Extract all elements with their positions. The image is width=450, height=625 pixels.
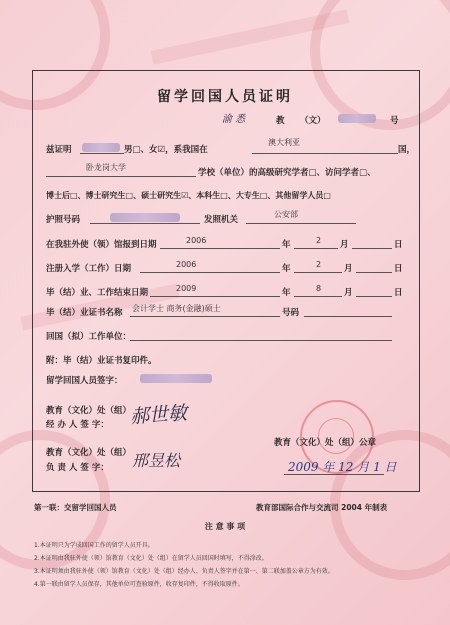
name-underline	[80, 153, 124, 154]
label-passport: 护照号码	[46, 215, 81, 225]
date-underline	[284, 474, 384, 475]
label-attachment: 附：毕（结）业证书复印件。	[46, 356, 157, 366]
handwritten-head-signature: 邢昱松	[132, 451, 181, 470]
label-return-employer: 回国（拟）工作单位：	[46, 332, 132, 342]
cert-name-value: 会计学士 商务(金融)硕士	[132, 304, 221, 313]
enroll-month: 2	[316, 260, 322, 269]
degree-type-line2: 博士后□、博士研究生□、硕士研究生☑、本科生□、大专生□、其他留学人员□	[46, 191, 331, 200]
label-head-dept: 教育（文化）处（组）	[46, 448, 132, 458]
note-item: 2.本证明由我驻外使（领）馆教育（文化）处（组）在留学人员回国时填写，不得涂改。	[34, 555, 268, 562]
enroll-month-line	[294, 272, 342, 273]
enroll-year: 2006	[176, 260, 197, 269]
graduate-month-line	[294, 296, 342, 297]
report-year-line	[160, 248, 280, 249]
report-month: 2	[316, 236, 322, 245]
cert-number-underline	[304, 316, 392, 317]
handwritten-officer-signature: 郝世敏	[129, 402, 188, 428]
issuer-value: 公安部	[274, 210, 298, 219]
label-officer-signature: 经 办 人 签 字：	[46, 420, 109, 430]
label-returnee-signature: 留学回国人员签字：	[46, 376, 123, 386]
copy-label: 第一联：交留学回国人员	[34, 503, 117, 512]
country-underline	[252, 153, 398, 154]
label-day: 日	[394, 264, 403, 274]
note-item: 4.第一联由留学人员保存，其他单位可查验原件，收存复印件，不得收取原件。	[34, 581, 244, 588]
school-value: 卧龙岗大学	[86, 163, 126, 172]
label-month: 月	[344, 264, 353, 274]
notes-title: 注 意 事 项	[204, 522, 246, 531]
gender-options: 男□、女☑，系我国在	[124, 145, 208, 155]
label-year: 年	[282, 240, 291, 250]
label-officer-dept: 教育（文化）处（组）	[46, 406, 132, 416]
label-guo: 国，	[398, 145, 416, 155]
graduate-day-line	[356, 296, 392, 297]
redacted-number	[338, 114, 376, 123]
report-month-line	[294, 248, 338, 249]
label-year: 年	[282, 264, 291, 274]
report-day-line	[352, 248, 392, 249]
note-item: 3.本证明须由我驻外使（领）馆教育（文化）处（组）经办人、负责人签字并在第一、第二联加盖公章方为有效。	[34, 568, 334, 575]
note-item: 1.本证明只为学成回国工作的留学人员开具。	[34, 542, 154, 549]
label-hao: 号	[390, 116, 399, 126]
employer-underline	[130, 340, 392, 341]
label-day: 日	[394, 240, 403, 250]
school-underline	[46, 176, 196, 177]
label-certify: 兹证明	[46, 145, 72, 155]
handwritten-date: 2009 年 12 月 1 日	[288, 460, 397, 474]
label-issuer: 发照机关	[204, 215, 239, 225]
handwritten-prefix: 渝 悉	[222, 114, 246, 125]
label-cert-number: 号码	[282, 308, 300, 318]
label-wen: （文）	[300, 116, 326, 126]
redacted-signature	[140, 374, 212, 383]
issuer-label: 教育部国际合作与交流司 2004 年制表	[256, 503, 388, 512]
label-graduate-date: 毕（结）业、工作结束日期	[46, 288, 149, 298]
label-cert-name: 毕（结）业证书名称	[46, 308, 123, 318]
graduate-year: 2009	[176, 284, 197, 293]
cert-name-underline	[130, 316, 280, 317]
label-enroll-date: 注册入学（工作）日期	[46, 264, 132, 274]
label-month: 月	[340, 240, 349, 250]
passport-underline	[90, 223, 200, 224]
redacted-passport	[110, 213, 180, 222]
degree-type-line1: 学校（单位）的高级研究学者□、访问学者□、	[198, 168, 376, 178]
report-year: 2006	[186, 236, 207, 245]
label-day: 日	[394, 288, 403, 298]
label-head-signature: 负 责 人 签 字：	[46, 463, 109, 473]
graduate-year-line	[150, 296, 280, 297]
label-month: 月	[344, 288, 353, 298]
country-value: 澳大利亚	[268, 138, 300, 147]
issuer-underline	[246, 223, 356, 224]
label-year: 年	[282, 288, 291, 298]
enroll-day-line	[356, 272, 392, 273]
graduate-month: 8	[316, 284, 322, 293]
label-jiao: 教	[276, 116, 285, 126]
enroll-year-line	[140, 272, 280, 273]
page-title: 留学回国人员证明	[157, 89, 293, 105]
label-report-date: 在我驻外使（领）馆报到日期	[46, 240, 157, 250]
redacted-name	[82, 143, 120, 152]
label-stamp: 教育（文化）处（组）公章	[274, 438, 377, 448]
